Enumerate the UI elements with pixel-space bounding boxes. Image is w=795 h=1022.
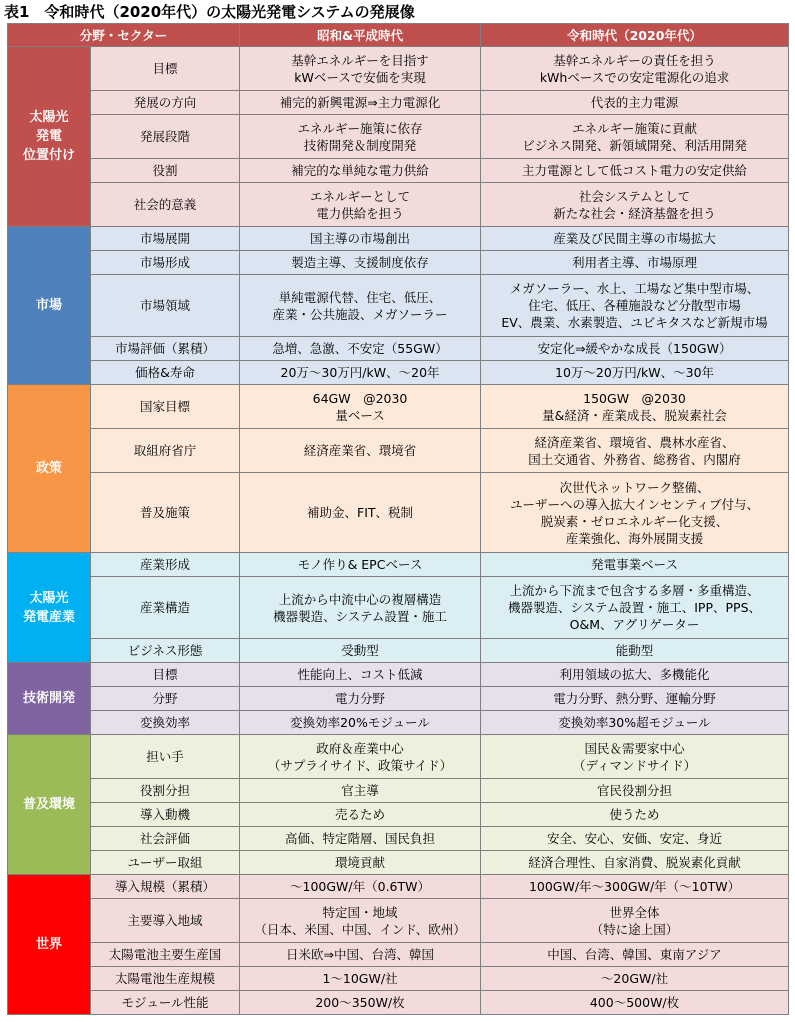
table-row <box>8 337 789 361</box>
showa-heisei-cell: 政府＆産業中心 （サプライサイド、政策サイド） <box>240 735 481 779</box>
row-label-cell: 変換効率 <box>91 711 240 735</box>
showa-heisei-cell: 上流から中流中心の複層構造 機器製造、システム設置・施工 <box>240 577 481 639</box>
category-cell: 政策 <box>8 385 91 553</box>
showa-heisei-cell: 補完的新興電源⇒主力電源化 <box>240 91 481 115</box>
showa-heisei-cell: モノ作り& EPCベース <box>240 553 481 577</box>
table-row <box>8 159 789 183</box>
reiwa-cell: 安定化⇒緩やかな成長（150GW） <box>481 337 789 361</box>
table-row <box>8 275 789 337</box>
row-label-cell: 国家目標 <box>91 385 240 429</box>
showa-heisei-cell: 官主導 <box>240 779 481 803</box>
showa-heisei-cell: 特定国・地域 （日本、米国、中国、インド、欧州） <box>240 899 481 943</box>
table-row <box>8 991 789 1015</box>
reiwa-cell: 能動型 <box>481 639 789 663</box>
row-label-cell: 目標 <box>91 663 240 687</box>
row-label-cell: ユーザー取組 <box>91 851 240 875</box>
reiwa-cell: 150GW @2030 量&経済・産業成長、脱炭素社会 <box>481 385 789 429</box>
row-label-cell: 社会評価 <box>91 827 240 851</box>
showa-heisei-cell: 国主導の市場創出 <box>240 227 481 251</box>
table-row <box>8 183 789 227</box>
row-label-cell: 太陽電池主要生産国 <box>91 943 240 967</box>
reiwa-cell: 変換効率30%超モジュール <box>481 711 789 735</box>
showa-heisei-cell: 単純電源代替、住宅、低圧、 産業・公共施設、メガソーラー <box>240 275 481 337</box>
row-label-cell: 産業構造 <box>91 577 240 639</box>
reiwa-cell: 10万～20万円/kW、～30年 <box>481 361 789 385</box>
showa-heisei-cell: 1～10GW/社 <box>240 967 481 991</box>
category-cell: 太陽光 発電 位置付け <box>8 47 91 227</box>
showa-heisei-cell: 電力分野 <box>240 687 481 711</box>
showa-heisei-cell: 受動型 <box>240 639 481 663</box>
row-label-cell: 価格&寿命 <box>91 361 240 385</box>
category-cell: 技術開発 <box>8 663 91 735</box>
table-title: 表1 令和時代（2020年代）の太陽光発電システムの発展像 <box>4 3 415 21</box>
showa-heisei-cell: 基幹エネルギーを目指す kWベースで安価を実現 <box>240 47 481 91</box>
row-label-cell: 発展段階 <box>91 115 240 159</box>
row-label-cell: 産業形成 <box>91 553 240 577</box>
table-body <box>8 47 789 1015</box>
reiwa-cell: 使うため <box>481 803 789 827</box>
row-label-cell: 太陽電池生産規模 <box>91 967 240 991</box>
table-row <box>8 91 789 115</box>
row-label-cell: 役割分担 <box>91 779 240 803</box>
showa-heisei-cell: エネルギー施策に依存 技術開発＆制度開発 <box>240 115 481 159</box>
showa-heisei-cell: ～100GW/年（0.6TW） <box>240 875 481 899</box>
reiwa-cell: 官民役割分担 <box>481 779 789 803</box>
reiwa-cell: 世界全体 （特に途上国） <box>481 899 789 943</box>
table-row <box>8 227 789 251</box>
row-label-cell: 社会的意義 <box>91 183 240 227</box>
showa-heisei-cell: 経済産業省、環境省 <box>240 429 481 473</box>
reiwa-cell: 主力電源として低コスト電力の安定供給 <box>481 159 789 183</box>
showa-heisei-cell: 売るため <box>240 803 481 827</box>
reiwa-cell: 中国、台湾、韓国、東南アジア <box>481 943 789 967</box>
row-label-cell: 主要導入地域 <box>91 899 240 943</box>
reiwa-cell: 400～500W/枚 <box>481 991 789 1015</box>
table-row <box>8 47 789 91</box>
reiwa-cell: 次世代ネットワーク整備、 ユーザーへの導入拡大インセンティブ付与、 脱炭素・ゼロエネルギー化支援、 産業強化、海外展開支援 <box>481 473 789 553</box>
row-label-cell: 役割 <box>91 159 240 183</box>
category-cell: 世界 <box>8 875 91 1015</box>
category-cell: 太陽光 発電産業 <box>8 553 91 663</box>
table-row <box>8 899 789 943</box>
row-label-cell: 分野 <box>91 687 240 711</box>
table-row <box>8 779 789 803</box>
table-row <box>8 251 789 275</box>
reiwa-cell: 100GW/年～300GW/年（～10TW） <box>481 875 789 899</box>
showa-heisei-cell: 64GW @2030 量ベース <box>240 385 481 429</box>
reiwa-cell: 発電事業ベース <box>481 553 789 577</box>
showa-heisei-cell: 性能向上、コスト低減 <box>240 663 481 687</box>
table-row <box>8 385 789 429</box>
header-showa-heisei: 昭和&平成時代 <box>240 24 481 47</box>
table-row <box>8 687 789 711</box>
table-row <box>8 553 789 577</box>
showa-heisei-cell: エネルギーとして 電力供給を担う <box>240 183 481 227</box>
row-label-cell: 普及施策 <box>91 473 240 553</box>
table-row <box>8 711 789 735</box>
table-row <box>8 429 789 473</box>
table-row <box>8 639 789 663</box>
row-label-cell: 取組府省庁 <box>91 429 240 473</box>
reiwa-cell: 利用領域の拡大、多機能化 <box>481 663 789 687</box>
showa-heisei-cell: 急増、急激、不安定（55GW） <box>240 337 481 361</box>
row-label-cell: 市場評価（累積） <box>91 337 240 361</box>
row-label-cell: 目標 <box>91 47 240 91</box>
header-reiwa: 令和時代（2020年代） <box>481 24 789 47</box>
row-label-cell: 導入動機 <box>91 803 240 827</box>
reiwa-cell: 産業及び民間主導の市場拡大 <box>481 227 789 251</box>
row-label-cell: 市場形成 <box>91 251 240 275</box>
row-label-cell: ビジネス形態 <box>91 639 240 663</box>
table-row <box>8 967 789 991</box>
row-label-cell: モジュール性能 <box>91 991 240 1015</box>
table-row <box>8 827 789 851</box>
development-table <box>7 23 789 1015</box>
row-label-cell: 市場領域 <box>91 275 240 337</box>
reiwa-cell: 経済合理性、自家消費、脱炭素化貢献 <box>481 851 789 875</box>
row-label-cell: 担い手 <box>91 735 240 779</box>
reiwa-cell: 経済産業省、環境省、農林水産省、 国土交通省、外務省、総務省、内閣府 <box>481 429 789 473</box>
showa-heisei-cell: 環境貢献 <box>240 851 481 875</box>
reiwa-cell: 安全、安心、安価、安定、身近 <box>481 827 789 851</box>
table-row <box>8 851 789 875</box>
showa-heisei-cell: 高価、特定階層、国民負担 <box>240 827 481 851</box>
table-row <box>8 663 789 687</box>
table-row <box>8 115 789 159</box>
showa-heisei-cell: 200～350W/枚 <box>240 991 481 1015</box>
row-label-cell: 発展の方向 <box>91 91 240 115</box>
reiwa-cell: 上流から下流まで包含する多層・多重構造、 機器製造、システム設置・施工、IPP、PPS、 O&M、アグリゲーター <box>481 577 789 639</box>
reiwa-cell: 社会システムとして 新たな社会・経済基盤を担う <box>481 183 789 227</box>
showa-heisei-cell: 20万～30万円/kW、～20年 <box>240 361 481 385</box>
category-cell: 市場 <box>8 227 91 385</box>
reiwa-cell: 利用者主導、市場原理 <box>481 251 789 275</box>
showa-heisei-cell: 日米欧⇒中国、台湾、韓国 <box>240 943 481 967</box>
reiwa-cell: エネルギー施策に貢献 ビジネス開発、新領域開発、利活用開発 <box>481 115 789 159</box>
table-row <box>8 577 789 639</box>
reiwa-cell: 電力分野、熱分野、運輸分野 <box>481 687 789 711</box>
table-row <box>8 803 789 827</box>
header-row <box>8 24 789 47</box>
showa-heisei-cell: 補完的な単純な電力供給 <box>240 159 481 183</box>
reiwa-cell: メガソーラー、水上、工場など集中型市場、 住宅、低圧、各種施設など分散型市場 EV、農業、水素製造、ユビキタスなど新規市場 <box>481 275 789 337</box>
row-label-cell: 市場展開 <box>91 227 240 251</box>
showa-heisei-cell: 変換効率20%モジュール <box>240 711 481 735</box>
table-row <box>8 875 789 899</box>
table-row <box>8 735 789 779</box>
reiwa-cell: ～20GW/社 <box>481 967 789 991</box>
table-row <box>8 473 789 553</box>
reiwa-cell: 国民＆需要家中心 （ディマンドサイド） <box>481 735 789 779</box>
reiwa-cell: 基幹エネルギーの責任を担う kWhベースでの安定電源化の追求 <box>481 47 789 91</box>
showa-heisei-cell: 製造主導、支援制度依存 <box>240 251 481 275</box>
header-sector: 分野・セクター <box>8 24 240 47</box>
category-cell: 普及環境 <box>8 735 91 875</box>
row-label-cell: 導入規模（累積） <box>91 875 240 899</box>
reiwa-cell: 代表的主力電源 <box>481 91 789 115</box>
showa-heisei-cell: 補助金、FIT、税制 <box>240 473 481 553</box>
table-row <box>8 361 789 385</box>
table-row <box>8 943 789 967</box>
